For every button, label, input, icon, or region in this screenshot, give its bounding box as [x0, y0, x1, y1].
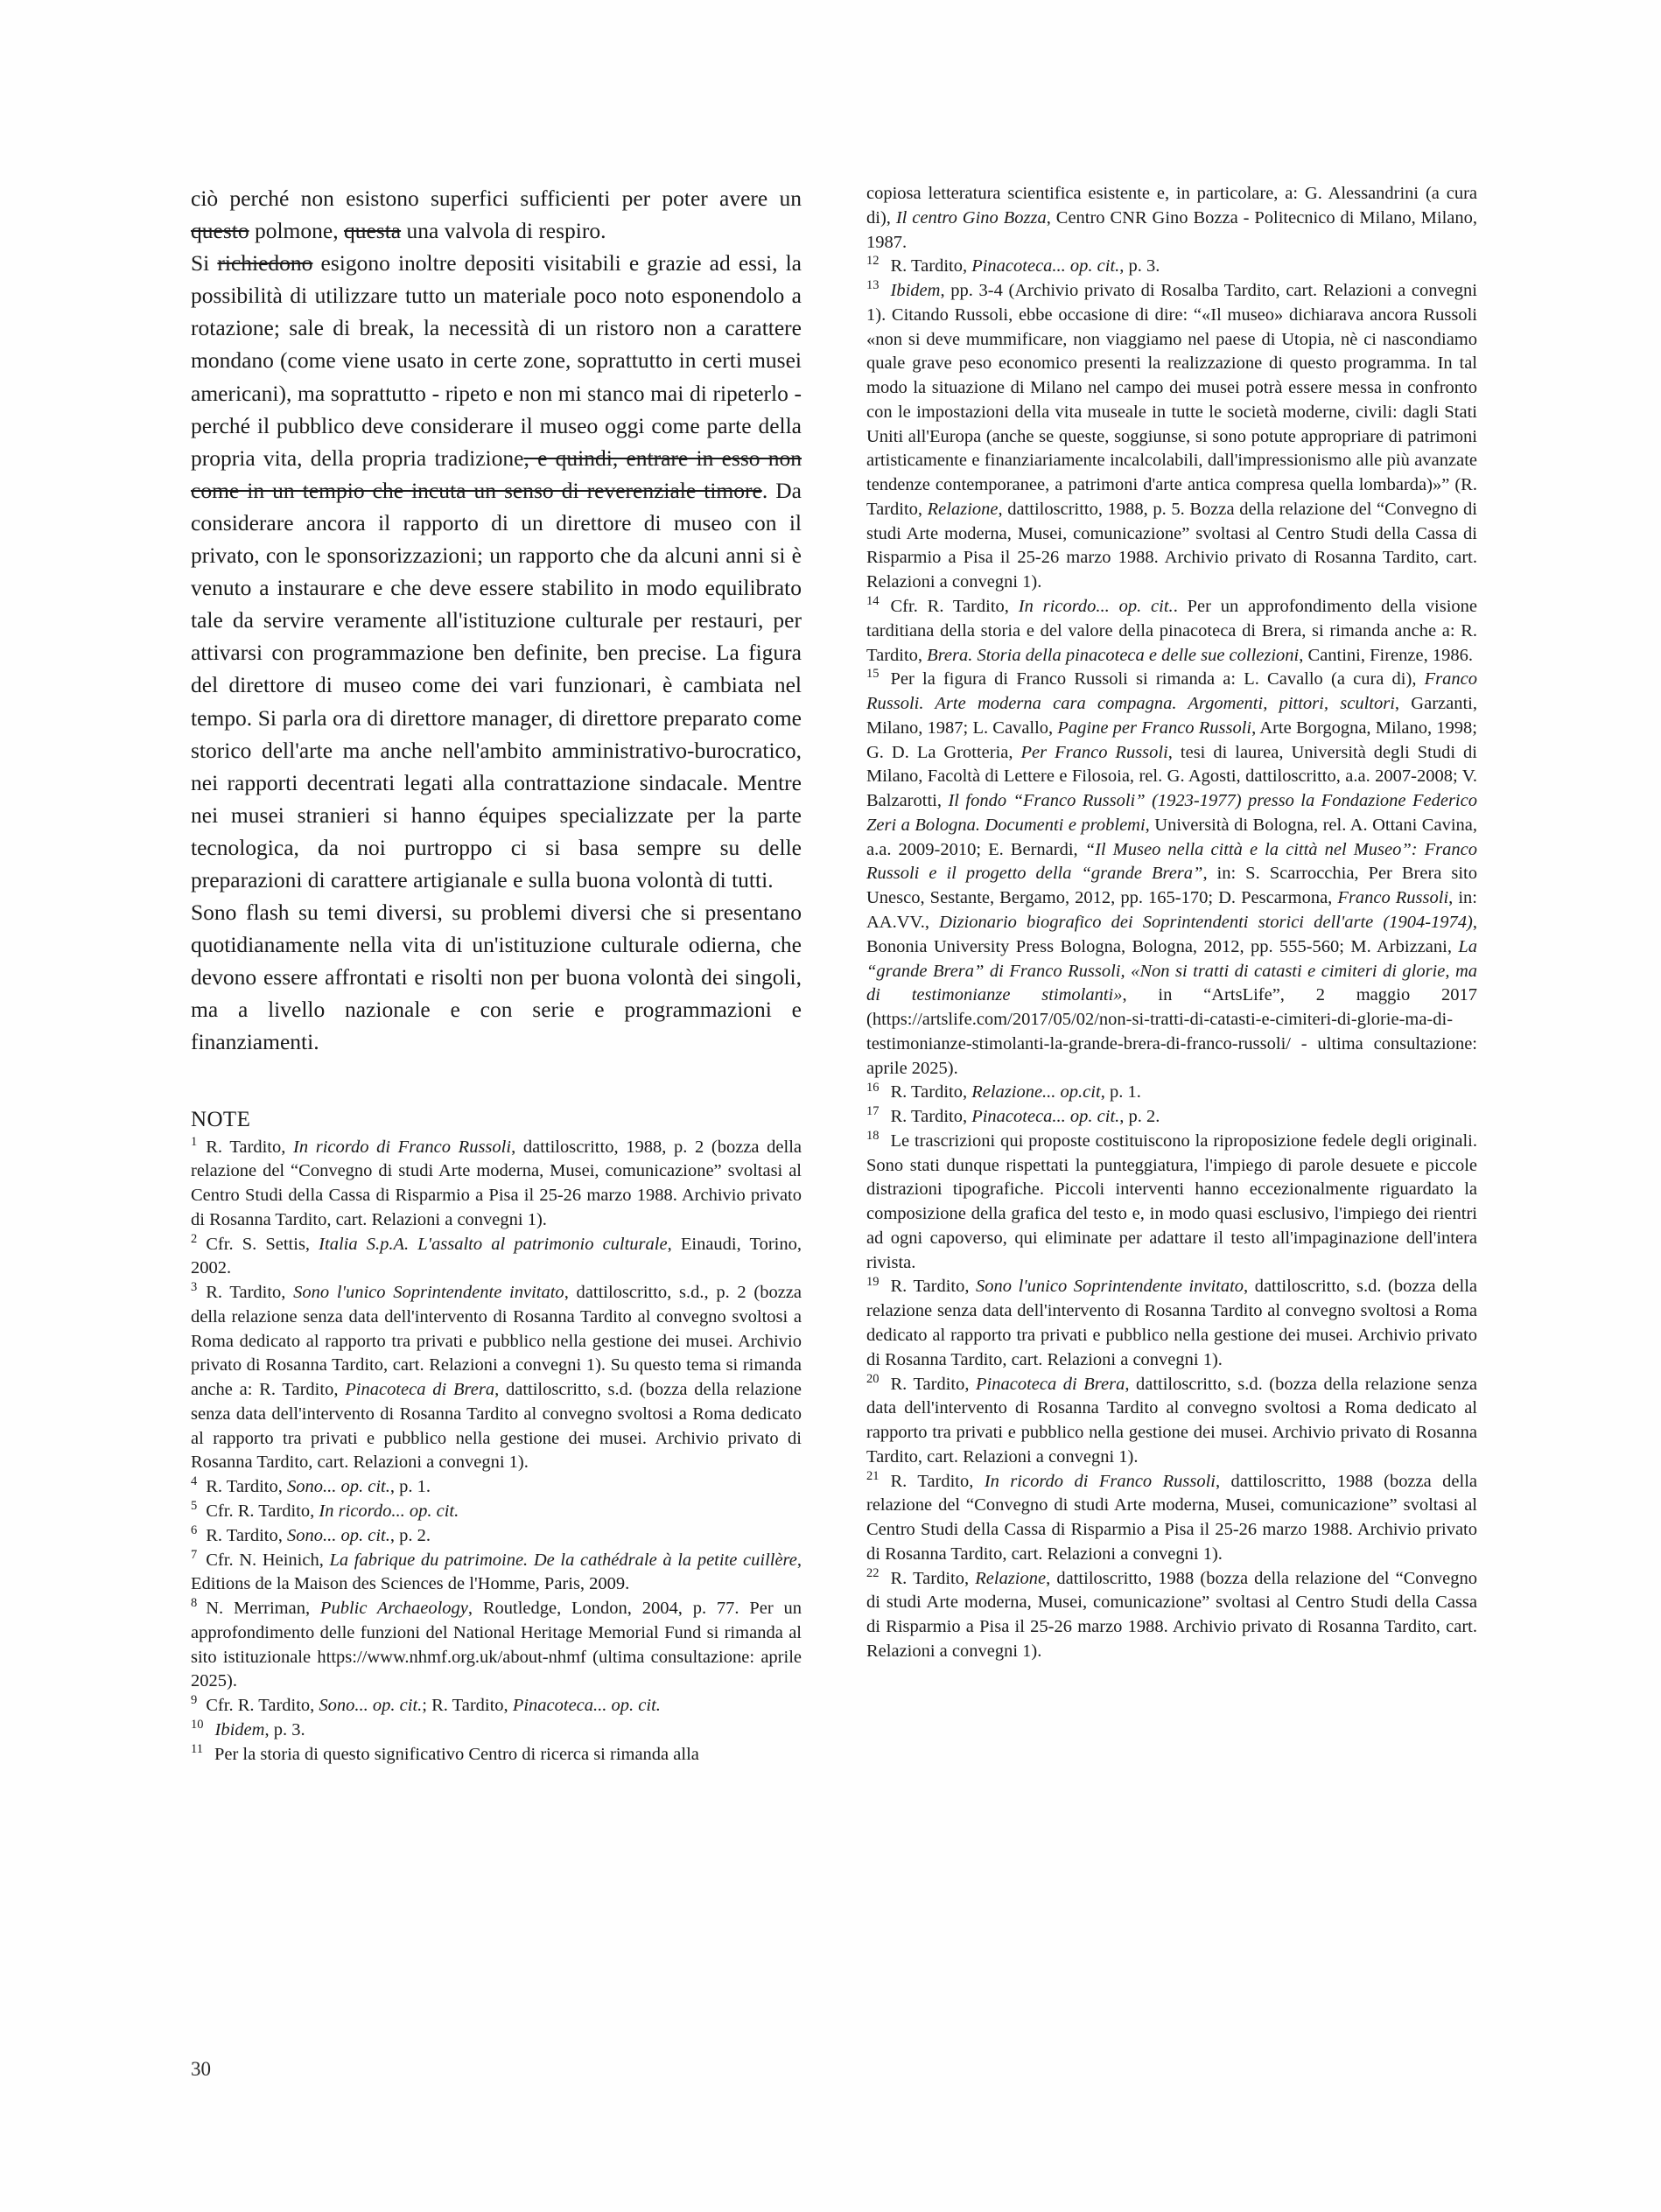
text-run: R. Tardito,	[206, 1477, 287, 1497]
body-paragraph	[191, 896, 802, 1058]
page-number: 30	[191, 2058, 211, 2080]
italic-text: Sono... op. cit.	[319, 1696, 423, 1716]
italic-text: Per Franco Russoli	[1020, 742, 1168, 762]
text-run: , Routledge, London, 2004, p. 77. Per un approfondimento delle funzioni del National Heritage Memorial Fund si rimanda al sito istituzionale https://www.nhmf.org.uk/about-nhmf (ultima consultazione: aprile 2025).	[191, 1599, 802, 1691]
text-run: R. Tardito,	[890, 256, 972, 276]
struck-text: questo	[191, 218, 249, 244]
text-run: R. Tardito,	[206, 1137, 293, 1157]
text-run: Cfr. R. Tardito,	[206, 1696, 319, 1716]
italic-text: Sono l'unico Soprintendente invitato	[293, 1283, 564, 1303]
italic-text: In ricordo di Franco Russoli	[293, 1137, 512, 1157]
text-run: , Editions de la Maison des Sciences de l'Homme, Paris, 2009.	[191, 1550, 802, 1594]
footnote	[191, 1136, 802, 1233]
italic-text: Dizionario biografico dei Soprintendenti storici dell'arte (1904-1974)	[939, 912, 1473, 932]
text-run: Le trascrizioni qui proposte costituiscono la riproposizione fedele degli originali. Sono stati dunque rispettati la punteggiatura, l'impiego di parole desuete e piccole distrazioni tipografiche. Piccoli interventi hanno eccezionalmente riguardato la composizione della grafica del testo e, in modo quasi esclusivo, l'impiego dei rientri ad ogni capoverso, qui eliminate per adattare il testo all'impaginazione dell'intera rivista.	[866, 1130, 1477, 1272]
footnote-number: 4	[191, 1474, 198, 1489]
footnote	[866, 1275, 1477, 1372]
text-run: , dattiloscritto, 1988, p. 5. Bozza della relazione del “Convegno di studi Arte moderna, Musei, comunicazione” svoltasi al Centro Studi della Cassa di Risparmio a Pisa il 25-26 marzo 1988. Archivio privato di Rosanna Tardito, cart. Relazioni a convegni 1).	[866, 499, 1477, 592]
footnote-number: 22	[866, 1565, 880, 1580]
text-run: , tesi di laurea, Università degli Studi di Milano, Facoltà di Lettere e Filosoia, rel. G. Agosti, dattiloscritto, a.a. 2007-2008; V. Balzarotti,	[866, 742, 1477, 811]
text-run: , in: AA.VV.,	[866, 888, 1477, 932]
footnote-number: 1	[191, 1134, 198, 1149]
italic-text: Italia S.p.A. L'assalto al patrimonio culturale	[319, 1234, 668, 1254]
footnote-number: 15	[866, 667, 880, 682]
text-run: , p. 2.	[1119, 1107, 1160, 1127]
text-run: , p. 3.	[1119, 256, 1160, 276]
italic-text: Pinacoteca... op. cit.	[971, 256, 1120, 276]
notes-section	[191, 1108, 802, 1768]
text-run: , Einaudi, Torino, 2002.	[191, 1234, 802, 1278]
italic-text: La “grande Brera” di Franco Russoli, «Non si tratti di catasti e cimiteri di glorie, ma di testimonianze stimolanti»	[866, 936, 1477, 1005]
footnote	[191, 1524, 802, 1549]
italic-text: Public Archaeology	[319, 1599, 468, 1619]
text-run: , pp. 3-4 (Archivio privato di Rosalba Tardito, cart. Relazioni a convegni 1). Citando Russoli, ebbe occasione di dire: “«Il museo» dichiarava ancora Russoli «non si deve mummificare, non viaggiamo nel paese di Utopia, nè ci nascondiamo quale grave peso economico presenti la realizzazione di questo programma. In tal modo la situazione di Milano nel campo dei musei potrà essere messa in confronto con le impostazioni della vita museale in tutte le società moderne, civili: dagli Stati Uniti all'Europa (anche se queste, soggiunse, si sono potute appropriare di patrimoni artisticamente e finanziariamente incalcolabili, dall'impressionismo alle più avanzate tendenze contemporanee, a patrimoni d'arte antica compresa quella lombarda)»” (R. Tardito,	[866, 281, 1477, 519]
text-run: R. Tardito,	[890, 1568, 976, 1588]
struck-text: questa	[343, 218, 402, 244]
footnote	[866, 1081, 1477, 1105]
text-run: esigono inoltre depositi visitabili e grazie ad essi, la possibilità di utilizzare tutto un materiale poco noto esponendolo a rotazione; sale di break, la necessità di un ristoro non a carattere mondano (come viene usato in certe zone, soprattutto in certi musei americani), ma soprattutto - ripeto e non mi stanco mai di ripeterlo - perché il pubblico deve considerare il museo oggi come parte della propria vita, della propria tradizione	[191, 250, 802, 471]
footnote-number: 6	[191, 1522, 198, 1537]
italic-text: In ricordo di Franco Russoli	[984, 1471, 1216, 1491]
text-run: , dattiloscritto, s.d., p. 2 (bozza della relazione senza data dell'intervento di Rosanna Tardito al convegno svoltosi a Roma dedicato al rapporto tra privati e pubblico nella gestione dei musei. Archivio privato di Rosanna Tardito, cart. Relazioni a convegni 1). Su questo tema si rimanda anche a: R. Tardito,	[191, 1283, 802, 1400]
text-run: , dattiloscritto, 1988 (bozza della relazione del “Convegno di studi Arte moderna, Musei, comunicazione” svoltasi al Centro Studi della Cassa di Risparmio a Pisa il 25-26 marzo 1988. Archivio privato di Rosanna Tardito, cart. Relazioni a convegni 1).	[866, 1568, 1477, 1661]
italic-text: Relazione	[927, 499, 999, 519]
italic-text: Sono l'unico Soprintendente invitato	[976, 1277, 1244, 1297]
footnote	[191, 1549, 802, 1598]
footnote-number: 21	[866, 1468, 880, 1483]
text-run: Si	[191, 250, 218, 276]
italic-text: Pinacoteca... op. cit.	[512, 1696, 661, 1716]
text-run: R. Tardito,	[890, 1107, 972, 1127]
notes-heading: NOTE	[191, 1107, 251, 1131]
text-run: , p. 1.	[389, 1477, 431, 1497]
text-run: , Cantini, Firenze, 1986.	[1299, 645, 1473, 665]
text-run: , in “ArtsLife”, 2 maggio 2017 (https://artslife.com/2017/05/02/non-si-tratti-di-catasti-e-cimiteri-di-glorie-ma-di-testimonianze-stimolanti-la-grande-brera-di-franco-russoli/ - ultima consultazione: aprile 2025).	[866, 985, 1477, 1078]
text-run: Per la storia di questo significativo Centro di ricerca si rimanda alla	[214, 1744, 699, 1764]
text-run: , Arte Borgogna, Milano, 1998; G. D. La Grotteria,	[866, 718, 1477, 762]
footnote	[191, 1475, 802, 1500]
footnote-number: 8	[191, 1596, 198, 1611]
text-run: N. Merriman,	[206, 1599, 320, 1619]
footnote-number: 19	[866, 1274, 880, 1289]
footnote	[191, 1500, 802, 1524]
footnote	[866, 1567, 1477, 1664]
italic-text: Ibidem	[214, 1719, 265, 1740]
footnote-number: 11	[191, 1741, 203, 1756]
text-run: , in: S. Scarrocchia, Per Brera sito Unesco, Sestante, Bergamo, 2012, pp. 165-170; D. Pescarmona,	[866, 864, 1477, 908]
note-continuation	[866, 182, 1477, 255]
italic-text: Il centro Gino Bozza	[895, 207, 1047, 228]
left-column	[191, 182, 802, 1767]
italic-text: In ricordo... op. cit.	[319, 1502, 459, 1522]
text-run: , dattiloscritto, 1988 (bozza della relazione del “Convegno di studi Arte moderna, Musei, comunicazione” svoltasi al Centro Studi della Cassa di Risparmio a Pisa il 25-26 marzo 1988. Archivio privato di Rosanna Tardito, cart. Relazioni a convegni 1).	[866, 1471, 1477, 1564]
italic-text: Brera. Storia della pinacoteca e delle sue collezioni	[927, 645, 1300, 665]
footnote	[866, 1105, 1477, 1130]
footnote-number: 2	[191, 1231, 198, 1246]
text-run: R. Tardito,	[890, 1277, 977, 1297]
footnote	[191, 1233, 802, 1282]
footnote	[866, 668, 1477, 1081]
footnote-number: 7	[191, 1547, 198, 1562]
footnote-number: 14	[866, 594, 880, 609]
footnote	[866, 1130, 1477, 1276]
body-text-block	[191, 182, 802, 1059]
text-run: R. Tardito,	[890, 1471, 985, 1491]
footnote	[866, 255, 1477, 279]
italic-text: Pagine per Franco Russoli	[1057, 718, 1252, 738]
footnote-number: 20	[866, 1371, 880, 1386]
text-run: , p. 2.	[389, 1525, 431, 1545]
text-run: R. Tardito,	[890, 1082, 972, 1102]
footnote-number: 12	[866, 254, 880, 269]
text-run: polmone,	[249, 218, 344, 244]
text-run: , Garzanti, Milano, 1987; L. Cavallo,	[866, 694, 1478, 738]
text-run: Cfr. S. Settis,	[206, 1234, 319, 1254]
footnote-number: 5	[191, 1499, 198, 1514]
footnote	[866, 1470, 1477, 1567]
footnote	[866, 279, 1477, 595]
footnote-number: 3	[191, 1280, 198, 1295]
text-run: Cfr. R. Tardito,	[890, 597, 1019, 617]
notes-list-right	[866, 255, 1477, 1663]
italic-text: Sono... op. cit.	[286, 1525, 390, 1545]
footnote-number: 10	[191, 1718, 204, 1732]
text-run: , dattiloscritto, s.d. (bozza della relazione senza data dell'intervento di Rosanna Tardito al convegno svoltosi a Roma dedicato al rapporto tra privati e pubblico nella gestione dei musei. Archivio privato di Rosanna Tardito, cart. Relazioni a convegni 1).	[866, 1277, 1477, 1369]
italic-text: Pinacoteca di Brera	[345, 1380, 495, 1400]
text-run: Per la figura di Franco Russoli si rimanda a: L. Cavallo (a cura di),	[890, 669, 1425, 690]
footnote-number: 18	[866, 1129, 880, 1144]
footnote	[191, 1694, 802, 1718]
text-run: Sono flash su temi diversi, su problemi diversi che si presentano quotidianamente nella vita di un'istituzione culturale odierna, che devono essere affrontati e risolti non per buona volontà dei singoli, ma a livello nazionale e con serie e programmazioni e finanziamenti.	[191, 900, 802, 1055]
text-run: . Da considerare ancora il rapporto di un direttore di museo con il privato, con le sponsorizzazioni; un rapporto che da alcuni anni si è venuto a instaurare e che deve essere stabilito in modo equilibrato tale da servire veramente all'istituzione culturale per restauri, per attivarsi con programmazione ben definite, ben precise. La figura del direttore di museo come dei vari funzionari, è cambiata nel tempo. Si parla ora di direttore manager, di direttore preparato come storico dell'arte ma anche nell'ambito amministrativo-burocratico, nei rapporti decentrati legati alla contrattazione sindacale. Mentre nei musei stranieri si hanno équipes specializzate per la parte tecnologica, da noi purtroppo ci si basa sempre su delle preparazioni di carattere artigianale e sulla buona volontà di tutti.	[191, 477, 802, 892]
footnote-number: 17	[866, 1104, 880, 1119]
text-run: R. Tardito,	[206, 1283, 294, 1303]
italic-text: Relazione	[975, 1568, 1047, 1588]
body-paragraph	[191, 182, 802, 247]
footnote-number: 16	[866, 1080, 880, 1095]
two-column-layout	[191, 182, 1477, 1767]
text-run: una valvola di respiro.	[401, 218, 606, 244]
footnote	[866, 1373, 1477, 1470]
footnote-number: 13	[866, 278, 880, 293]
text-run: , dattiloscritto, 1988, p. 2 (bozza della relazione del “Convegno di studi Arte moderna, Musei, comunicazione” svoltasi al Centro Studi della Cassa di Risparmio a Pisa il 25-26 marzo 1988. Archivio privato di Rosanna Tardito, cart. Relazioni a convegni 1).	[191, 1137, 802, 1229]
text-run: , dattiloscritto, s.d. (bozza della relazione senza data dell'intervento di Rosanna Tardito al convegno svoltosi a Roma dedicato al rapporto tra privati e pubblico nella gestione dei musei. Archivio privato di Rosanna Tardito, cart. Relazioni a convegni 1).	[866, 1374, 1477, 1466]
text-run: , p. 3.	[264, 1719, 305, 1740]
italic-text: La fabrique du patrimoine. De la cathédrale à la petite cuillère	[329, 1550, 797, 1570]
italic-text: Sono... op. cit.	[286, 1477, 390, 1497]
footnote-number: 9	[191, 1693, 198, 1708]
footnote	[866, 595, 1477, 668]
footnote	[191, 1281, 802, 1475]
italic-text: Relazione... op.cit	[971, 1082, 1101, 1102]
text-run: , p. 1.	[1100, 1082, 1141, 1102]
italic-text: “Il Museo nella città e la città nel Museo”: Franco Russoli e il progetto della “grande Brera”	[866, 839, 1477, 884]
text-run: R. Tardito,	[206, 1525, 287, 1545]
italic-text: Ibidem	[890, 281, 941, 301]
text-run: , Bononia University Press Bologna, Bologna, 2012, pp. 555-560; M. Arbizzani,	[866, 912, 1477, 956]
text-run: . Per un approfondimento della visione tarditiana della storia e del valore della pinacoteca di Brera, si rimanda anche a: R. Tardito,	[866, 597, 1478, 665]
italic-text: Pinacoteca... op. cit.	[971, 1107, 1120, 1127]
italic-text: Franco Russoli. Arte moderna cara compagna. Argomenti, pittori, scultori	[866, 669, 1477, 714]
text-run: ciò perché non esistono superfici sufficienti per poter avere un	[191, 186, 802, 211]
text-run: copiosa letteratura scientifica esistente e, in particolare, a: G. Alessandrini (a cura di),	[866, 184, 1477, 228]
italic-text: Pinacoteca di Brera	[976, 1374, 1125, 1394]
text-run: , Centro CNR Gino Bozza - Politecnico di Milano, Milano, 1987.	[866, 207, 1477, 252]
text-run: , Università di Bologna, rel. A. Ottani Cavina, a.a. 2009-2010; E. Bernardi,	[866, 815, 1477, 859]
text-run: Cfr. R. Tardito,	[206, 1502, 319, 1522]
footnote-continuation-text	[866, 182, 1477, 255]
body-paragraph	[191, 247, 802, 896]
struck-text: richiedono	[217, 250, 313, 276]
italic-text: In ricordo... op. cit.	[1018, 597, 1174, 617]
text-run: R. Tardito,	[890, 1374, 977, 1394]
right-column	[866, 182, 1477, 1767]
text-run: , dattiloscritto, s.d. (bozza della relazione senza data dell'intervento di Rosanna Tardito al convegno svoltosi a Roma dedicato al rapporto tra privati e pubblico nella gestione dei musei. Archivio privato di Rosanna Tardito, cart. Relazioni a convegni 1).	[191, 1380, 802, 1473]
footnote	[191, 1597, 802, 1694]
footnote	[191, 1718, 802, 1743]
text-run: Cfr. N. Heinich,	[206, 1550, 330, 1570]
italic-text: Il fondo “Franco Russoli” (1923-1977) presso la Fondazione Federico Zeri a Bologna. Documenti e problemi	[866, 791, 1477, 835]
footnote	[191, 1743, 802, 1768]
notes-list-left	[191, 1136, 802, 1768]
italic-text: Franco Russoli	[1337, 888, 1449, 908]
text-run: ; R. Tardito,	[422, 1696, 513, 1716]
struck-text: , e quindi, entrare in esso non come in un tempio che incuta un senso di reverenziale timore	[191, 444, 802, 503]
